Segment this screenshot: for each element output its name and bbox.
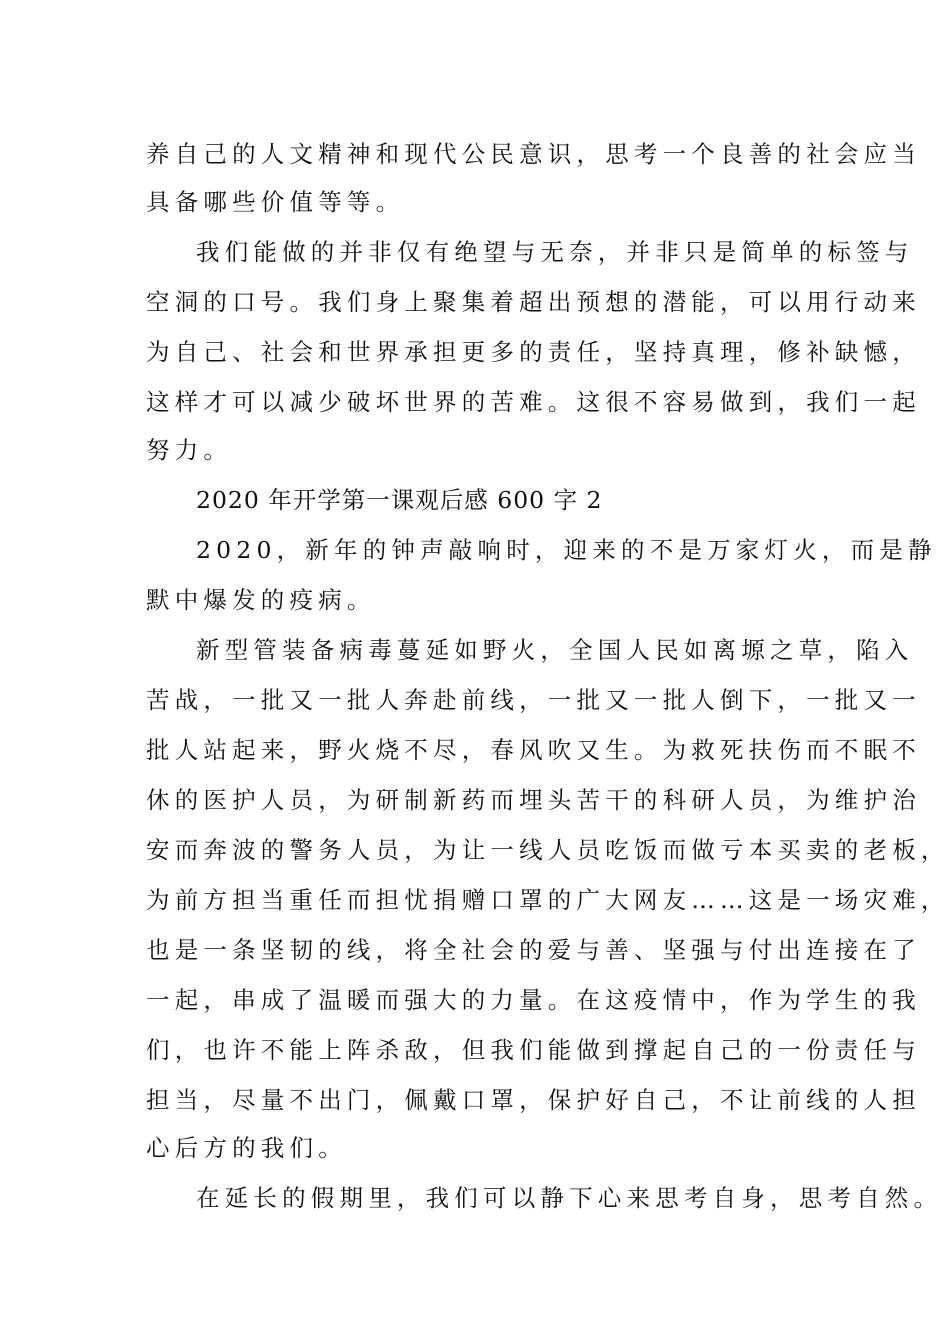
paragraph-line: 我们能做的并非仅有绝望与无奈，并非只是简单的标签与: [196, 238, 914, 266]
paragraph-line: 安而奔波的警务人员，为让一线人员吃饭而做亏本买卖的老板，: [146, 836, 950, 864]
section-heading: 2020 年开学第一课观后感 600 字 2: [196, 486, 603, 514]
paragraph-line: 也是一条坚韧的线，将全社会的爱与善、坚强与付出连接在了: [146, 936, 921, 964]
paragraph-line: 一起，串成了温暖而强大的力量。在这疫情中，作为学生的我: [146, 986, 921, 1014]
paragraph-line: 苦战，一批又一批人奔赴前线，一批又一批人倒下，一批又一: [146, 686, 921, 714]
paragraph-line: 养自己的人文精神和现代公民意识，思考一个良善的社会应当: [146, 140, 921, 168]
paragraph-line: 休的医护人员，为研制新药而埋头苦干的科研人员，为维护治: [146, 786, 921, 814]
paragraph-line: 这样才可以减少破坏世界的苦难。这很不容易做到，我们一起: [146, 388, 921, 416]
paragraph-line: 空洞的口号。我们身上聚集着超出预想的潜能，可以用行动来: [146, 288, 921, 316]
paragraph-line: 心后方的我们。: [146, 1134, 347, 1162]
paragraph-line: 在延长的假期里，我们可以静下心来思考自身，思考自然。: [196, 1184, 943, 1212]
paragraph-line: 具备哪些价值等等。: [146, 188, 405, 216]
paragraph-line: 2020，新年的钟声敲响时，迎来的不是万家灯火，而是静: [196, 536, 937, 564]
paragraph-line: 为自己、社会和世界承担更多的责任，坚持真理，修补缺憾，: [146, 338, 921, 366]
paragraph-line: 为前方担当重任而担忧捐赠口罩的广大网友……这是一场灾难，: [146, 886, 950, 914]
paragraph-line: 批人站起来，野火烧不尽，春风吹又生。为救死扶伤而不眠不: [146, 736, 921, 764]
paragraph-line: 新型管装备病毒蔓延如野火，全国人民如离塬之草，陷入: [196, 636, 914, 664]
paragraph-line: 努力。: [146, 436, 233, 464]
paragraph-line: 担当，尽量不出门，佩戴口罩，保护好自己，不让前线的人担: [146, 1086, 921, 1114]
paragraph-line: 们，也许不能上阵杀敌，但我们能做到撑起自己的一份责任与: [146, 1036, 921, 1064]
paragraph-line: 默中爆发的疫病。: [146, 586, 376, 614]
